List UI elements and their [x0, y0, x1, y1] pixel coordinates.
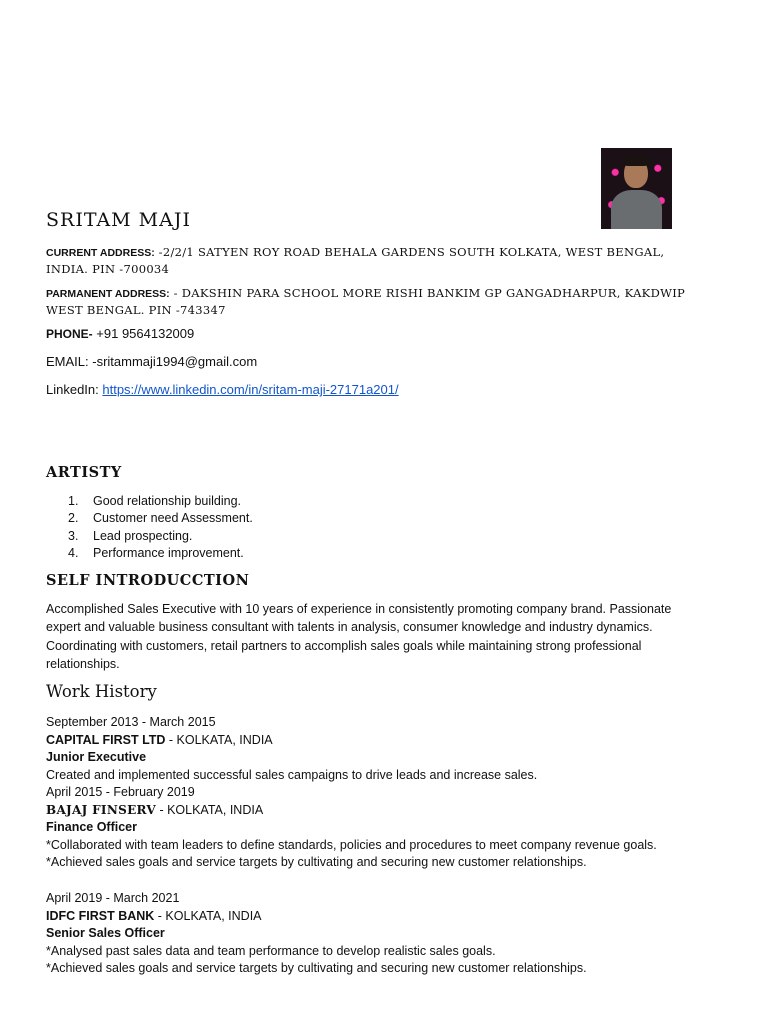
permanent-address-value: - DAKSHIN PARA SCHOOL MORE RISHI BANKIM GP GANGADHARPUR, KAKDWIP WEST BENGAL. PIN -743347 — [46, 286, 686, 317]
job-entry-capital-first — [46, 714, 736, 784]
job-entry-idfc-first-bank — [46, 890, 736, 978]
permanent-address-label: PARMANENT ADDRESS: — [46, 288, 170, 300]
job-company: BAJAJ FINSERV — [46, 802, 156, 817]
job-company-line — [46, 908, 736, 926]
job-title: Senior Sales Officer — [46, 926, 165, 941]
job-detail: Created and implemented successful sales campaigns to drive leads and increase sales. — [46, 767, 538, 782]
job-company: CAPITAL FIRST LTD — [46, 732, 166, 747]
list-item: 2. Customer need Assessment. — [68, 511, 253, 526]
job-title: Finance Officer — [46, 820, 137, 835]
candidate-name: SRITAM MAJI — [46, 209, 191, 231]
job-entry-bajaj-finserv — [46, 784, 736, 872]
job-detail: *Achieved sales goals and service targets by cultivating and securing new customer relationships. — [46, 855, 587, 870]
permanent-address — [46, 285, 706, 318]
artisty-list — [68, 493, 253, 562]
job-title: Junior Executive — [46, 750, 147, 765]
phone-value: +91 9564132009 — [92, 326, 195, 341]
list-item: 4. Performance improvement. — [68, 545, 244, 560]
list-item: 1. Good relationship building. — [68, 494, 242, 508]
intro-heading: SELF INTRODUCCTION — [46, 572, 250, 589]
current-address — [46, 244, 706, 277]
list-item: 3. Lead prospecting. — [68, 528, 193, 543]
job-detail: *Collaborated with team leaders to define standards, policies and procedures to meet company revenue goals. — [46, 837, 657, 852]
linkedin-line — [46, 382, 399, 397]
profile-photo — [601, 148, 672, 229]
job-location: - KOLKATA, INDIA — [155, 802, 264, 817]
linkedin-label: LinkedIn: — [46, 382, 103, 397]
job-location: - KOLKATA, INDIA — [154, 908, 262, 923]
phone-label: PHONE- — [46, 327, 93, 341]
intro-paragraph: Accomplished Sales Executive with 10 years of experience in consistently promoting company brand. Passionate expert and valuable business consultant with talents in analysis, consumer knowledge and industry dynamics. Coordinating with customers, retail partners to accomplish sales goals while maintaining strong professional relationships. — [46, 602, 672, 671]
work-history-heading: Work History — [46, 682, 157, 701]
job-company-line — [46, 732, 736, 750]
job-dates: April 2019 - March 2021 — [46, 891, 180, 905]
job-company: IDFC FIRST BANK — [46, 908, 155, 923]
job-dates: April 2015 - February 2019 — [46, 785, 195, 799]
artisty-heading: ARTISTY — [46, 464, 122, 481]
email-line: EMAIL: -sritammaji1994@gmail.com — [46, 354, 258, 369]
current-address-value: -2/2/1 SATYEN ROY ROAD BEHALA GARDENS SOUTH KOLKATA, WEST BENGAL, INDIA. PIN -700034 — [46, 245, 665, 276]
current-address-label: CURRENT ADDRESS: — [46, 247, 155, 259]
job-dates: September 2013 - March 2015 — [46, 715, 216, 729]
job-detail: *Analysed past sales data and team performance to develop realistic sales goals. — [46, 943, 496, 958]
linkedin-link[interactable]: https://www.linkedin.com/in/sritam-maji-27171a201/ — [102, 382, 399, 397]
job-detail: *Achieved sales goals and service targets by cultivating and securing new customer relationships. — [46, 961, 587, 976]
phone-line — [46, 326, 194, 341]
job-company-line — [46, 802, 736, 820]
job-location: - KOLKATA, INDIA — [165, 732, 273, 747]
